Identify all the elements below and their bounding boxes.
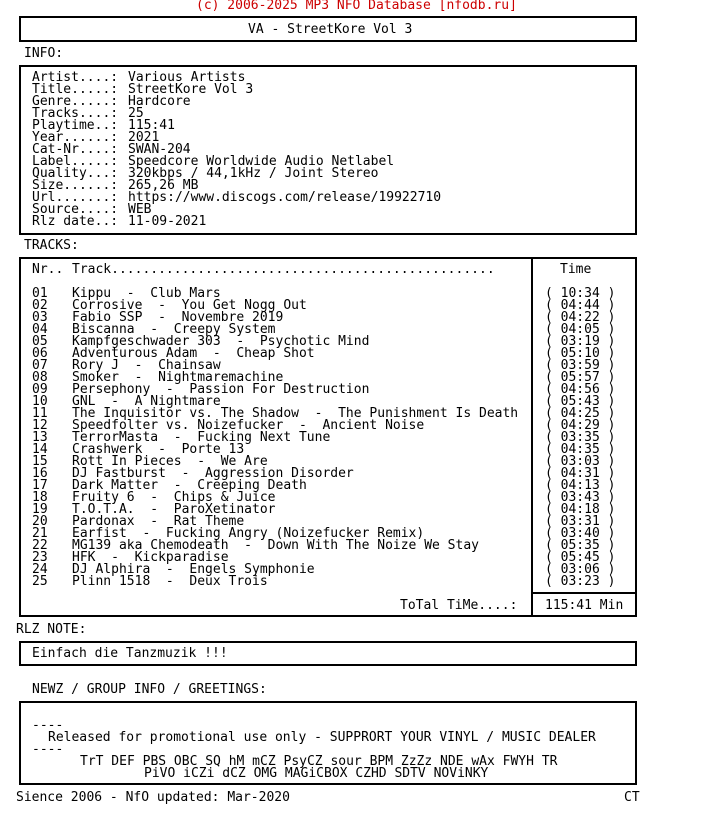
info-value: SWAN-204 (128, 142, 191, 157)
track-time: ( 04:31 ) (545, 466, 616, 481)
track-title: Adventurous Adam - Cheap Shot (72, 346, 315, 361)
track-time: ( 03:03 ) (545, 454, 616, 469)
track-title: Speedfolter vs. Noizefucker - Ancient Noise (72, 418, 425, 433)
track-number: 03 (32, 310, 48, 325)
track-time: ( 04:25 ) (545, 406, 616, 421)
info-key: Year......: (32, 130, 119, 145)
track-title: Biscanna - Creepy System (72, 322, 276, 337)
track-title: Kampfgeschwader 303 - Psychotic Mind (72, 334, 370, 349)
track-title: Fruity 6 - Chips & Juice (72, 490, 276, 505)
track-number: 20 (32, 514, 48, 529)
info-value: Various Artists (128, 70, 246, 85)
info-value: WEB (128, 202, 152, 217)
info-key: Source....: (32, 202, 119, 217)
track-number: 05 (32, 334, 48, 349)
track-number: 10 (32, 394, 48, 409)
track-number: 14 (32, 442, 48, 457)
track-time: ( 03:06 ) (545, 562, 616, 577)
track-time: ( 03:31 ) (545, 514, 616, 529)
track-title: DJ Fastburst - Aggression Disorder (72, 466, 354, 481)
track-number: 07 (32, 358, 48, 373)
track-title: Dark Matter - Creeping Death (72, 478, 307, 493)
news-label: NEWZ / GROUP INFO / GREETINGS: (32, 682, 267, 697)
track-time: ( 04:29 ) (545, 418, 616, 433)
info-value: Speedcore Worldwide Audio Netlabel (128, 154, 395, 169)
track-number: 17 (32, 478, 48, 493)
info-value: 25 (128, 106, 144, 121)
track-title: Pardonax - Rat Theme (72, 514, 245, 529)
rlz-note-label: RLZ NOTE: (16, 622, 87, 637)
track-number: 24 (32, 562, 48, 577)
info-value: StreetKore Vol 3 (128, 82, 254, 97)
info-value: 265,26 MB (128, 178, 199, 193)
tracks-header-nr: Nr.. (32, 262, 64, 277)
tracks-header-track: Track................................................. (72, 262, 495, 277)
track-number: 18 (32, 490, 48, 505)
track-title: Plinn 1518 - Deux Trois (72, 574, 268, 589)
news-separator-top: ---- (32, 718, 64, 733)
info-value: 115:41 (128, 118, 175, 133)
track-title: MG139 aka Chemodeath - Down With The Noize We Stay (72, 538, 479, 553)
info-key: Tracks....: (32, 106, 119, 121)
track-time: ( 05:57 ) (545, 370, 616, 385)
news-separator-bottom: ---- (32, 742, 64, 757)
copyright-banner[interactable]: (c) 2006-2025 MP3 NFO Database [nfodb.ru] (196, 0, 517, 13)
track-number: 25 (32, 574, 48, 589)
info-label: INFO: (24, 46, 64, 61)
footer-updated: Sience 2006 - NfO updated: Mar-2020 (16, 790, 290, 805)
track-title: Kippu - Club Mars (72, 286, 221, 301)
track-title: Corrosive - You Get Nogg Out (72, 298, 307, 313)
info-value[interactable]: https://www.discogs.com/release/19922710 (128, 190, 442, 205)
info-value: 11-09-2021 (128, 214, 207, 229)
track-number: 19 (32, 502, 48, 517)
total-time-label: ToTal TiMe....: (400, 598, 518, 613)
track-title: Fabio SSP - Novembre 2019 (72, 310, 284, 325)
track-title: T.O.T.A. - ParoXetinator (72, 502, 276, 517)
track-number: 06 (32, 346, 48, 361)
track-time: ( 04:13 ) (545, 478, 616, 493)
track-time: ( 03:19 ) (545, 334, 616, 349)
track-time: ( 03:40 ) (545, 526, 616, 541)
track-number: 02 (32, 298, 48, 313)
track-title: Persephony - Passion For Destruction (72, 382, 370, 397)
track-time: ( 05:45 ) (545, 550, 616, 565)
info-key: Playtime..: (32, 118, 119, 133)
track-title: DJ Alphira - Engels Symphonie (72, 562, 315, 577)
info-key: Artist....: (32, 70, 119, 85)
track-number: 01 (32, 286, 48, 301)
track-title: Crashwerk - Porte 13 (72, 442, 245, 457)
track-number: 22 (32, 538, 48, 553)
track-time: ( 04:05 ) (545, 322, 616, 337)
tracks-header-time: Time (560, 262, 592, 277)
rlz-note-text: Einfach die Tanzmuzik !!! (32, 646, 228, 661)
track-title: Earfist - Fucking Angry (Noizefucker Remix) (72, 526, 425, 541)
greetings-line-2: PiVO iCZi dCZ OMG MAGiCBOX CZHD SDTV NOViNKY (144, 766, 489, 781)
track-title: Smoker - Nightmaremachine (72, 370, 284, 385)
track-title: HFK - Kickparadise (72, 550, 229, 565)
total-time-value: 115:41 Min (545, 598, 624, 613)
track-time: ( 05:43 ) (545, 394, 616, 409)
greetings-line-1: TrT DEF PBS OBC SQ hM mCZ PsyCZ sour BPM ZzZz NDE wAx FWYH TR (80, 754, 558, 769)
info-key: Quality...: (32, 166, 119, 181)
release-title: VA - StreetKore Vol 3 (248, 22, 413, 37)
track-time: ( 04:18 ) (545, 502, 616, 517)
track-number: 21 (32, 526, 48, 541)
track-number: 11 (32, 406, 48, 421)
info-key: Size......: (32, 178, 119, 193)
track-title: GNL - A Nightmare (72, 394, 221, 409)
track-title: Rott In Pieces - We Are (72, 454, 268, 469)
footer-signature: CT (624, 790, 640, 805)
info-value: 320kbps / 44,1kHz / Joint Stereo (128, 166, 379, 181)
promo-text: Released for promotional use only - SUPPRORT YOUR VINYL / MUSIC DEALER (48, 730, 596, 745)
tracks-label: TRACKS: (24, 238, 79, 253)
track-time: ( 05:10 ) (545, 346, 616, 361)
info-key: Rlz date..: (32, 214, 119, 229)
track-time: ( 03:23 ) (545, 574, 616, 589)
track-title: TerrorMasta - Fucking Next Tune (72, 430, 331, 445)
track-time: ( 10:34 ) (545, 286, 616, 301)
track-number: 12 (32, 418, 48, 433)
track-time: ( 03:59 ) (545, 358, 616, 373)
track-number: 16 (32, 466, 48, 481)
track-time: ( 04:44 ) (545, 298, 616, 313)
track-time: ( 03:35 ) (545, 430, 616, 445)
track-number: 23 (32, 550, 48, 565)
track-time: ( 03:43 ) (545, 490, 616, 505)
info-key: Title.....: (32, 82, 119, 97)
track-time: ( 05:35 ) (545, 538, 616, 553)
info-key: Url.......: (32, 190, 119, 205)
track-title: The Inquisitor vs. The Shadow - The Punishment Is Death (72, 406, 519, 421)
track-number: 08 (32, 370, 48, 385)
track-time: ( 04:22 ) (545, 310, 616, 325)
info-value: Hardcore (128, 94, 191, 109)
info-key: Genre.....: (32, 94, 119, 109)
track-number: 09 (32, 382, 48, 397)
track-number: 15 (32, 454, 48, 469)
track-time: ( 04:56 ) (545, 382, 616, 397)
total-divider (531, 592, 637, 594)
info-value: 2021 (128, 130, 160, 145)
track-time: ( 04:35 ) (545, 442, 616, 457)
track-title: Rory J - Chainsaw (72, 358, 221, 373)
track-number: 13 (32, 430, 48, 445)
track-number: 04 (32, 322, 48, 337)
info-key: Cat-Nr....: (32, 142, 119, 157)
info-key: Label.....: (32, 154, 119, 169)
